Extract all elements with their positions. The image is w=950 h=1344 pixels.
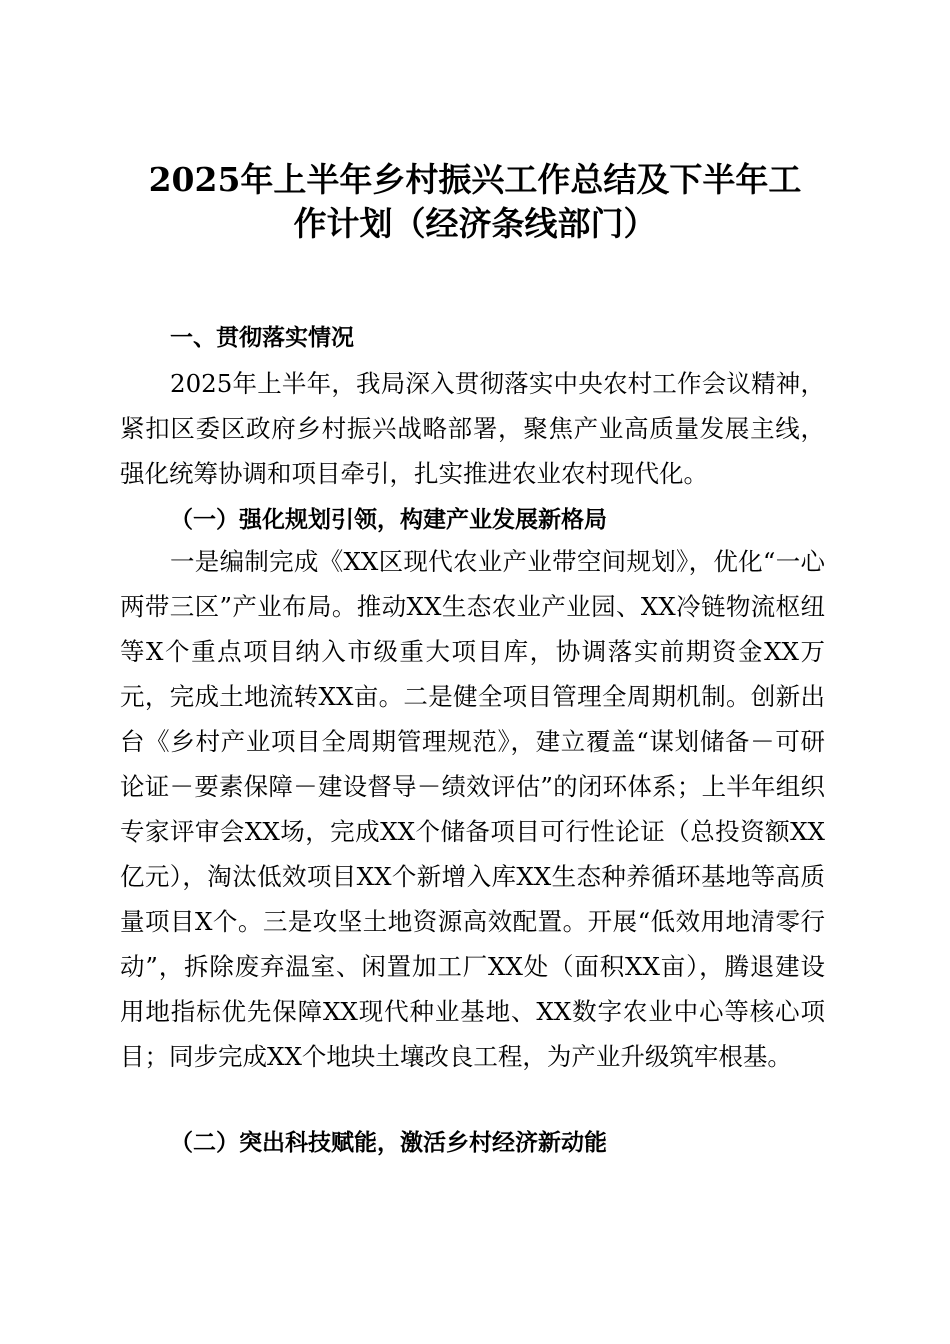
planning-paragraph: 一是编制完成《XX区现代农业产业带空间规划》，优化“一心两带三区”产业布局。推动XX生态农业产业园、XX冷链物流枢纽等X个重点项目纳入市级重大项目库，协调落实前期资金XX万元，完成土地流转XX亩。二是健全项目管理全周期机制。创新出台《乡村产业项目全周期管理规范》，建立覆盖“谋划储备－可研论证－要素保障－建设督导－绩效评估”的闭环体系；上半年组织专家评审会XX场，完成XX个储备项目可行性论证（总投资额XX亿元），淘汰低效项目XX个新增入库XX生态种养循环基地等高质量项目X个。三是攻坚土地资源高效配置。开展“低效用地清零行动”，拆除废弃温室、闲置加工厂XX处（面积XX亩），腾退建设用地指标优先保障XX现代种业基地、XX数字农业中心等核心项目；同步完成XX个地块土壤改良工程，为产业升级筑牢根基。 (120, 547, 825, 1071)
document-title-line-2: 作计划（经济条线部门） (293, 204, 657, 243)
subsection-heading-technology: （二）突出科技赋能，激活乡村经济新动能 (170, 1129, 607, 1156)
intro-paragraph: 2025年上半年，我局深入贯彻落实中央农村工作会议精神，紧扣区委区政府乡村振兴战略部署，聚焦产业高质量发展主线，强化统筹协调和项目牵引，扎实推进农业农村现代化。 (120, 369, 825, 488)
subsection-heading-planning: （一）强化规划引领，构建产业发展新格局 (170, 506, 607, 533)
section-heading-implementation: 一、贯彻落实情况 (170, 325, 354, 351)
document-title-line-1: 2025年上半年乡村振兴工作总结及下半年工 (148, 160, 802, 199)
